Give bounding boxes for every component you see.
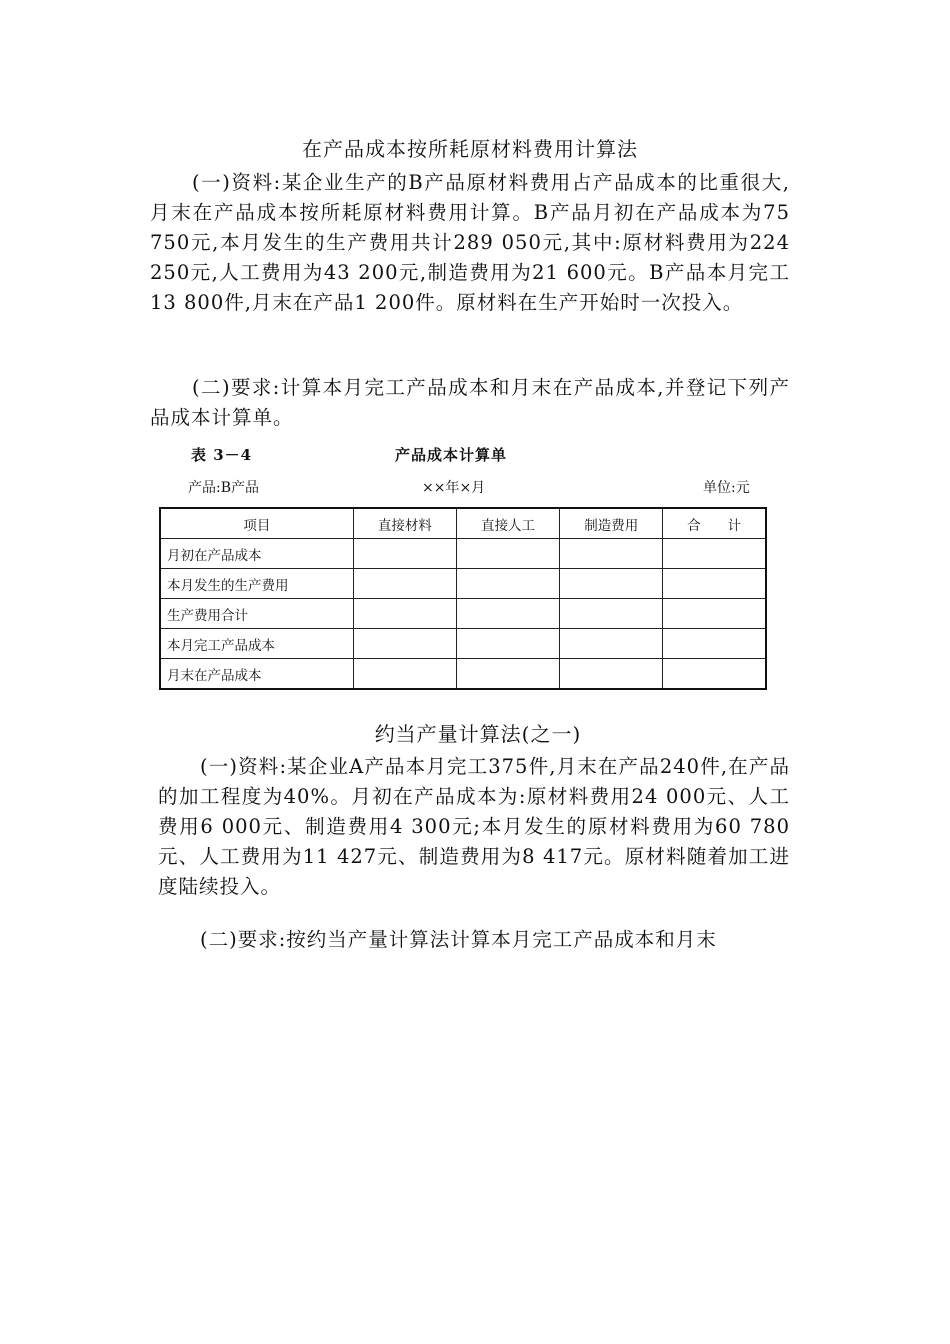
section1-heading: 在产品成本按所耗原材料费用计算法 — [302, 137, 638, 161]
table-cell — [560, 599, 663, 629]
table-cell — [663, 629, 766, 659]
table-product-label: 产品:B产品 — [188, 480, 260, 496]
header-item: 项目 — [160, 508, 353, 539]
table-row — [160, 569, 766, 599]
table-date-label: ××年×月 — [422, 480, 486, 496]
section1-requirements-paragraph: (二)要求:计算本月完工产品成本和月末在产品成本,并登记下列产品成本计算单。 — [150, 376, 790, 429]
table-cell — [353, 599, 456, 629]
section2-requirements-paragraph: (二)要求:按约当产量计算法计算本月完工产品成本和月末 — [200, 928, 717, 951]
table-cell — [560, 659, 663, 690]
section1-materials-paragraph: (一)资料:某企业生产的B产品原材料费用占产品成本的比重很大,月末在产品成本按所耗原材料费用计算。B产品月初在产品成本为75 750元,本月发生的生产费用共计289 050元,其中:原材料费用为224 250元,人工费用为43 200元,制造费用为21 600元。B产品本月完工13 800件,月末在产品1 200件。原材料在生产开始时一次投入。 — [150, 171, 790, 314]
row-label: 月初在产品成本 — [160, 539, 353, 569]
table-cell — [456, 569, 559, 599]
table-row — [160, 539, 766, 569]
row-label: 生产费用合计 — [160, 599, 353, 629]
table-cell — [456, 599, 559, 629]
header-direct-materials: 直接材料 — [353, 508, 456, 539]
header-manufacturing-overhead: 制造费用 — [560, 508, 663, 539]
header-total: 合 计 — [663, 508, 766, 539]
table-cell — [560, 569, 663, 599]
table-cell — [353, 539, 456, 569]
row-label: 月末在产品成本 — [160, 659, 353, 690]
table-unit-label: 单位:元 — [703, 480, 750, 496]
header-direct-labor: 直接人工 — [456, 508, 559, 539]
table-row — [160, 599, 766, 629]
table-cell — [663, 569, 766, 599]
table-cell — [560, 539, 663, 569]
table-cell — [353, 629, 456, 659]
table-cell — [663, 539, 766, 569]
table-title: 产品成本计算单 — [395, 446, 508, 464]
table-cell — [456, 539, 559, 569]
table-row — [160, 629, 766, 659]
table-cell — [456, 629, 559, 659]
section2-heading: 约当产量计算法(之一) — [374, 722, 582, 746]
table-cell — [663, 599, 766, 629]
table-cell — [353, 659, 456, 690]
row-label: 本月发生的生产费用 — [160, 569, 353, 599]
table-cell — [560, 629, 663, 659]
row-label: 本月完工产品成本 — [160, 629, 353, 659]
table-row — [160, 659, 766, 690]
table-number: 表 3－4 — [191, 446, 253, 464]
cost-calculation-table — [159, 507, 767, 690]
section2-materials-paragraph: (一)资料:某企业A产品本月完工375件,月末在产品240件,在产品的加工程度为40%。月初在产品成本为:原材料费用24 000元、人工费用6 000元、制造费用4 300元;本月发生的原材料费用为60 780元、人工费用为11 427元、制造费用为8 417元。原材料随着加工进度陆续投入。 — [158, 755, 790, 898]
table-cell — [456, 659, 559, 690]
table-header-row — [160, 508, 766, 539]
table-cell — [353, 569, 456, 599]
table-cell — [663, 659, 766, 690]
